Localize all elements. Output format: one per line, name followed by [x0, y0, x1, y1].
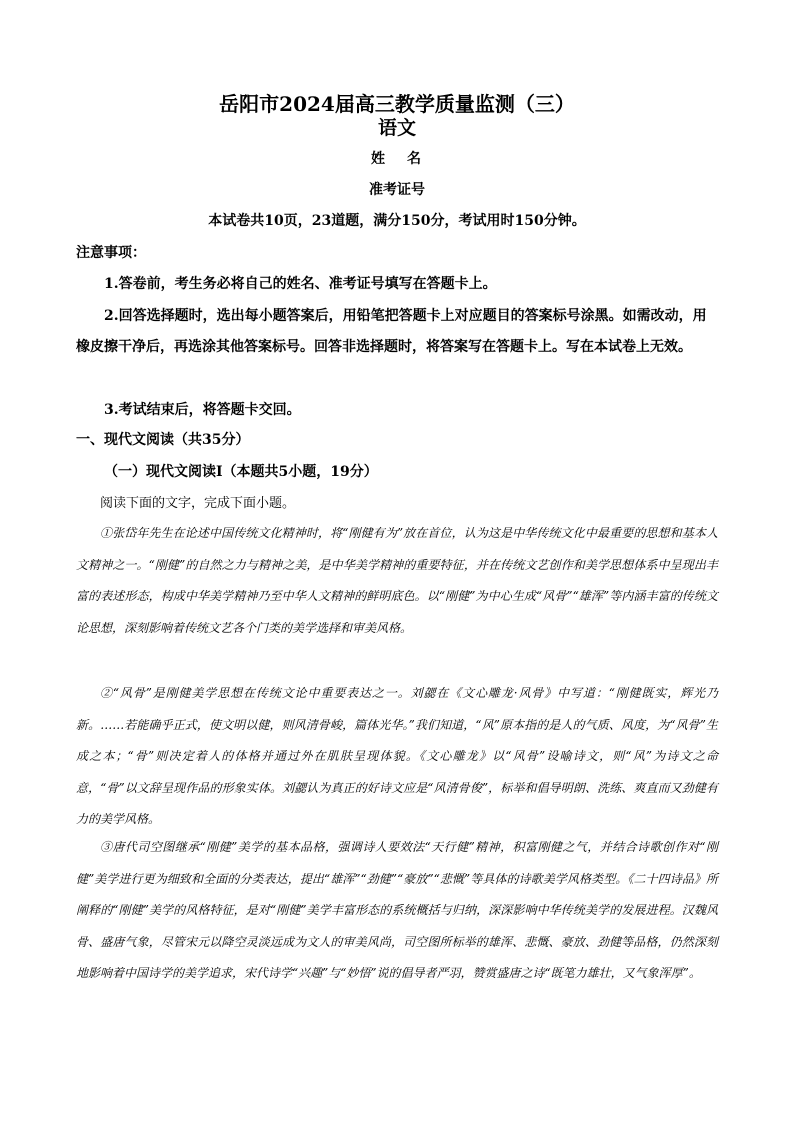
- note-item-2: 2.回答选择题时，选出每小题答案后，用铅笔把答题卡上对应题目的答案标号涂黑。如需改动，用橡皮擦干净后，再选涂其他答案标号。回答非选择题时，将答案写在答题卡上。写在本试卷上无效。: [76, 308, 707, 355]
- exam-info: 本试卷共10页，23道题，满分150分，考试用时150分钟。: [208, 213, 586, 229]
- note-item-1: 1.答卷前，考生务必将自己的姓名、准考证号填写在答题卡上。: [104, 276, 497, 292]
- cert-number-label: 准考证号: [369, 182, 425, 198]
- notes-title: 注意事项：: [76, 245, 146, 261]
- section-heading: 一、现代文阅读（共35分）: [76, 432, 250, 448]
- name-field-label: 姓名: [371, 151, 443, 167]
- subject-heading: 语文: [377, 117, 416, 139]
- subsection-heading: （一）现代文阅读Ⅰ（本题共5小题，19分）: [104, 464, 378, 480]
- paragraph-3: ③唐代司空图继承“刚健”美学的基本品格，强调诗人要效法“天行健”精神，积富刚健之气，并结合诗歌创作对“刚健”美学进行更为细致和全面的分类表达，提出“雄浑”“劲健”“豪放”“悲慨”等具体的诗歌美学风格类型。《二十四诗品》所阐释的“刚健”美学的风格特征，是对“刚健”美学丰富形态的系统概括与归纳，深深影响中华传统美学的发展进程。汉魏风骨、盛唐气象，尽管宋元以降空灵淡远成为文人的审美风尚，司空图所标举的雄浑、悲慨、豪放、劲健等品格，仍然深刻地影响着中国诗学的美学追求，宋代诗学“兴趣”与“妙悟”说的倡导者严羽，赞赏盛唐之诗“既笔力雄壮，又气象浑厚”。: [76, 840, 718, 980]
- note-item-3: 3.考试结束后，将答题卡交回。: [104, 402, 301, 418]
- paragraph-1: ①张岱年先生在论述中国传统文化精神时，将“刚健有为”放在首位，认为这是中华传统文化中最重要的思想和基本人文精神之一。“刚健”的自然之力与精神之美，是中华美学精神的重要特征，并在传统文艺创作和美学思想体系中呈现出丰富的表述形态，构成中华美学精神乃至中华人文精神的鲜明底色。以“刚健”为中心生成“风骨”“雄浑”等内涵丰富的传统文论思想，深刻影响着传统文艺各个门类的美学选择和审美风格。: [76, 526, 718, 635]
- exam-title: 岳阳市2024届高三教学质量监测（三）: [219, 92, 575, 116]
- paragraph-2: ②“风骨”是刚健美学思想在传统文论中重要表达之一。刘勰在《文心雕龙·风骨》中写道：“刚健既实，辉光乃新。……若能确乎正式，使文明以健，则风清骨峻，篇体光华。”我们知道，“风”原本指的是人的气质、风度，为“风骨”生成之本；“骨”则决定着人的体格并通过外在肌肤呈现体貌。《文心雕龙》以“风骨”设喻诗文，则“风”为诗文之命意，“骨”以文辞呈现作品的形象实体。刘勰认为真正的好诗文应是“风清骨俊”，标举和倡导明朗、洗练、爽直而又劲健有力的美学风格。: [76, 686, 718, 826]
- reading-instruction: 阅读下面的文字，完成下面小题。: [100, 496, 296, 511]
